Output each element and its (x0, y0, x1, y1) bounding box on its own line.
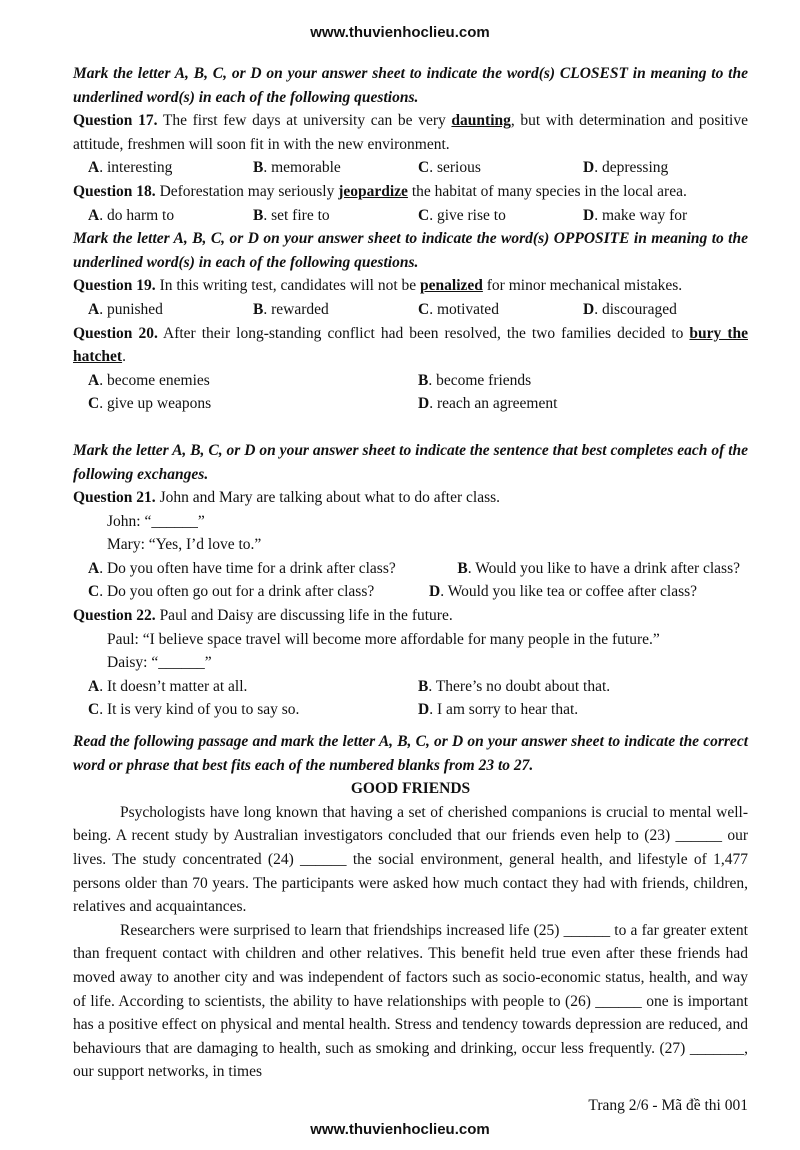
option-b[interactable]: B. set fire to (253, 206, 330, 224)
question-label: Question 17. (73, 112, 158, 130)
question-20 (73, 322, 748, 369)
option-b[interactable]: B. Would you like to have a drink after class? (457, 559, 740, 577)
option-c[interactable]: C. motivated (418, 300, 499, 318)
dialogue-line: Paul: “I believe space travel will become more affordable for many people in the future.” (107, 630, 660, 648)
question-text: for minor mechanical mistakes. (482, 277, 683, 295)
options-20-row1 (73, 369, 748, 393)
underlined-word: daunting (451, 112, 511, 130)
question-text: The first few days at university can be very (157, 112, 452, 130)
option-a[interactable]: A. do harm to (88, 206, 175, 224)
passage-paragraph-1: Psychologists have long known that having a set of cherished companions is crucial to mental well-being. A recent study by Australian investigators concluded that our friends even help to (23) ______ our lives. The study concentrated (24) ______ the social environment, general health, and lifestyle of 1,477 persons older than 70 years. The participants were asked how much contact they had with friends, children, relatives and acquaintances. (73, 803, 748, 916)
question-label: Question 20. (73, 324, 158, 342)
question-18 (73, 180, 748, 204)
question-text: , but with determination and positive attitude, freshmen will soon fit in with the new environment. (73, 112, 748, 153)
question-19 (73, 274, 748, 298)
options-19 (73, 298, 748, 322)
question-text: Deforestation may seriously (155, 182, 339, 200)
page-number: Trang 2/6 - Mã đề thi 001 (588, 1097, 748, 1114)
option-a[interactable]: A. interesting (88, 159, 173, 177)
question-label: Question 19. (73, 277, 156, 295)
passage-title: GOOD FRIENDS (350, 780, 471, 798)
underlined-word: bury the hatchet (73, 324, 748, 366)
instruction-passage: Read the following passage and mark the letter A, B, C, or D on your answer sheet to indicate the correct word or phrase that best fits each of the numbered blanks from 23 to 27. (73, 733, 748, 774)
dialogue-line: Mary: “Yes, I’d love to.” (107, 536, 262, 554)
option-b[interactable]: B. memorable (253, 159, 341, 177)
option-d[interactable]: D. reach an agreement (418, 395, 558, 413)
instruction-opposite: Mark the letter A, B, C, or D on your answer sheet to indicate the word(s) OPPOSITE in meaning to the underlined word(s) in each of the following questions. (73, 230, 748, 271)
options-21-row1 (73, 557, 748, 581)
instruction-exchanges: Mark the letter A, B, C, or D on your answer sheet to indicate the sentence that best completes each of the following exchanges. (73, 441, 748, 483)
question-label: Question 18. (73, 182, 156, 200)
options-21-row2 (73, 580, 748, 604)
passage-paragraph-2: Researchers were surprised to learn that friendships increased life (25) ______ to a far greater extent than frequent contact with children and other relatives. This benefit held true even after these friends had moved away to another city and was independent of factors such as socio-economic status, health, and way of life. According to scientists, the ability to have relationships with people to (26) ______ one is important has a positive effect on physical and mental health. Stress and tendency towards depression are reduced, and behaviours that are damaging to health, such as smoking and drinking, occur less frequently. (27) _______, our support networks, in times (73, 921, 748, 1081)
dialogue-line: John: “______” (107, 512, 205, 530)
question-text: After their long-standing conflict had been resolved, the two families decided to (157, 324, 690, 342)
option-c[interactable]: C. Do you often go out for a drink after class? (88, 583, 375, 601)
question-text: . (122, 348, 126, 366)
option-b[interactable]: B. become friends (418, 371, 532, 389)
option-a[interactable]: A. punished (88, 300, 163, 318)
question-label: Question 21. (73, 489, 156, 507)
question-22 (73, 604, 748, 628)
underlined-word: jeopardize (338, 182, 408, 200)
header-site: www.thuvienhoclieu.com (310, 24, 490, 41)
option-a[interactable]: A. Do you often have time for a drink after class? (88, 559, 396, 577)
options-18 (73, 204, 748, 228)
dialogue-line: Daisy: “______” (107, 654, 212, 672)
question-text: Paul and Daisy are discussing life in the future. (155, 607, 453, 625)
question-17 (73, 109, 748, 156)
option-c[interactable]: C. It is very kind of you to say so. (88, 701, 300, 719)
option-a[interactable]: A. become enemies (88, 371, 210, 389)
question-text: the habitat of many species in the local area. (407, 182, 687, 200)
question-label: Question 22. (73, 607, 156, 625)
option-c[interactable]: C. give up weapons (88, 395, 212, 413)
option-d[interactable]: D. depressing (583, 159, 669, 177)
option-d[interactable]: D. Would you like tea or coffee after class? (429, 583, 698, 601)
question-text: In this writing test, candidates will not be (155, 277, 421, 295)
option-b[interactable]: B. rewarded (253, 300, 329, 318)
option-d[interactable]: D. make way for (583, 206, 688, 224)
option-c[interactable]: C. give rise to (418, 206, 506, 224)
question-21 (73, 486, 748, 510)
options-22-row1 (73, 675, 748, 699)
page-content (73, 62, 748, 1084)
underlined-word: penalized (420, 277, 483, 295)
footer-site: www.thuvienhoclieu.com (310, 1121, 490, 1138)
option-b[interactable]: B. There’s no doubt about that. (418, 677, 611, 695)
option-c[interactable]: C. serious (418, 159, 481, 177)
options-20-row2 (73, 392, 748, 416)
instruction-closest: Mark the letter A, B, C, or D on your answer sheet to indicate the word(s) CLOSEST in meaning to the underlined word(s) in each of the following questions. (73, 65, 748, 106)
option-d[interactable]: D. discouraged (583, 300, 677, 318)
options-22-row2 (73, 698, 748, 722)
options-17 (73, 156, 748, 180)
question-text: John and Mary are talking about what to do after class. (155, 489, 501, 507)
option-a[interactable]: A. It doesn’t matter at all. (88, 677, 248, 695)
option-d[interactable]: D. I am sorry to hear that. (418, 701, 579, 719)
